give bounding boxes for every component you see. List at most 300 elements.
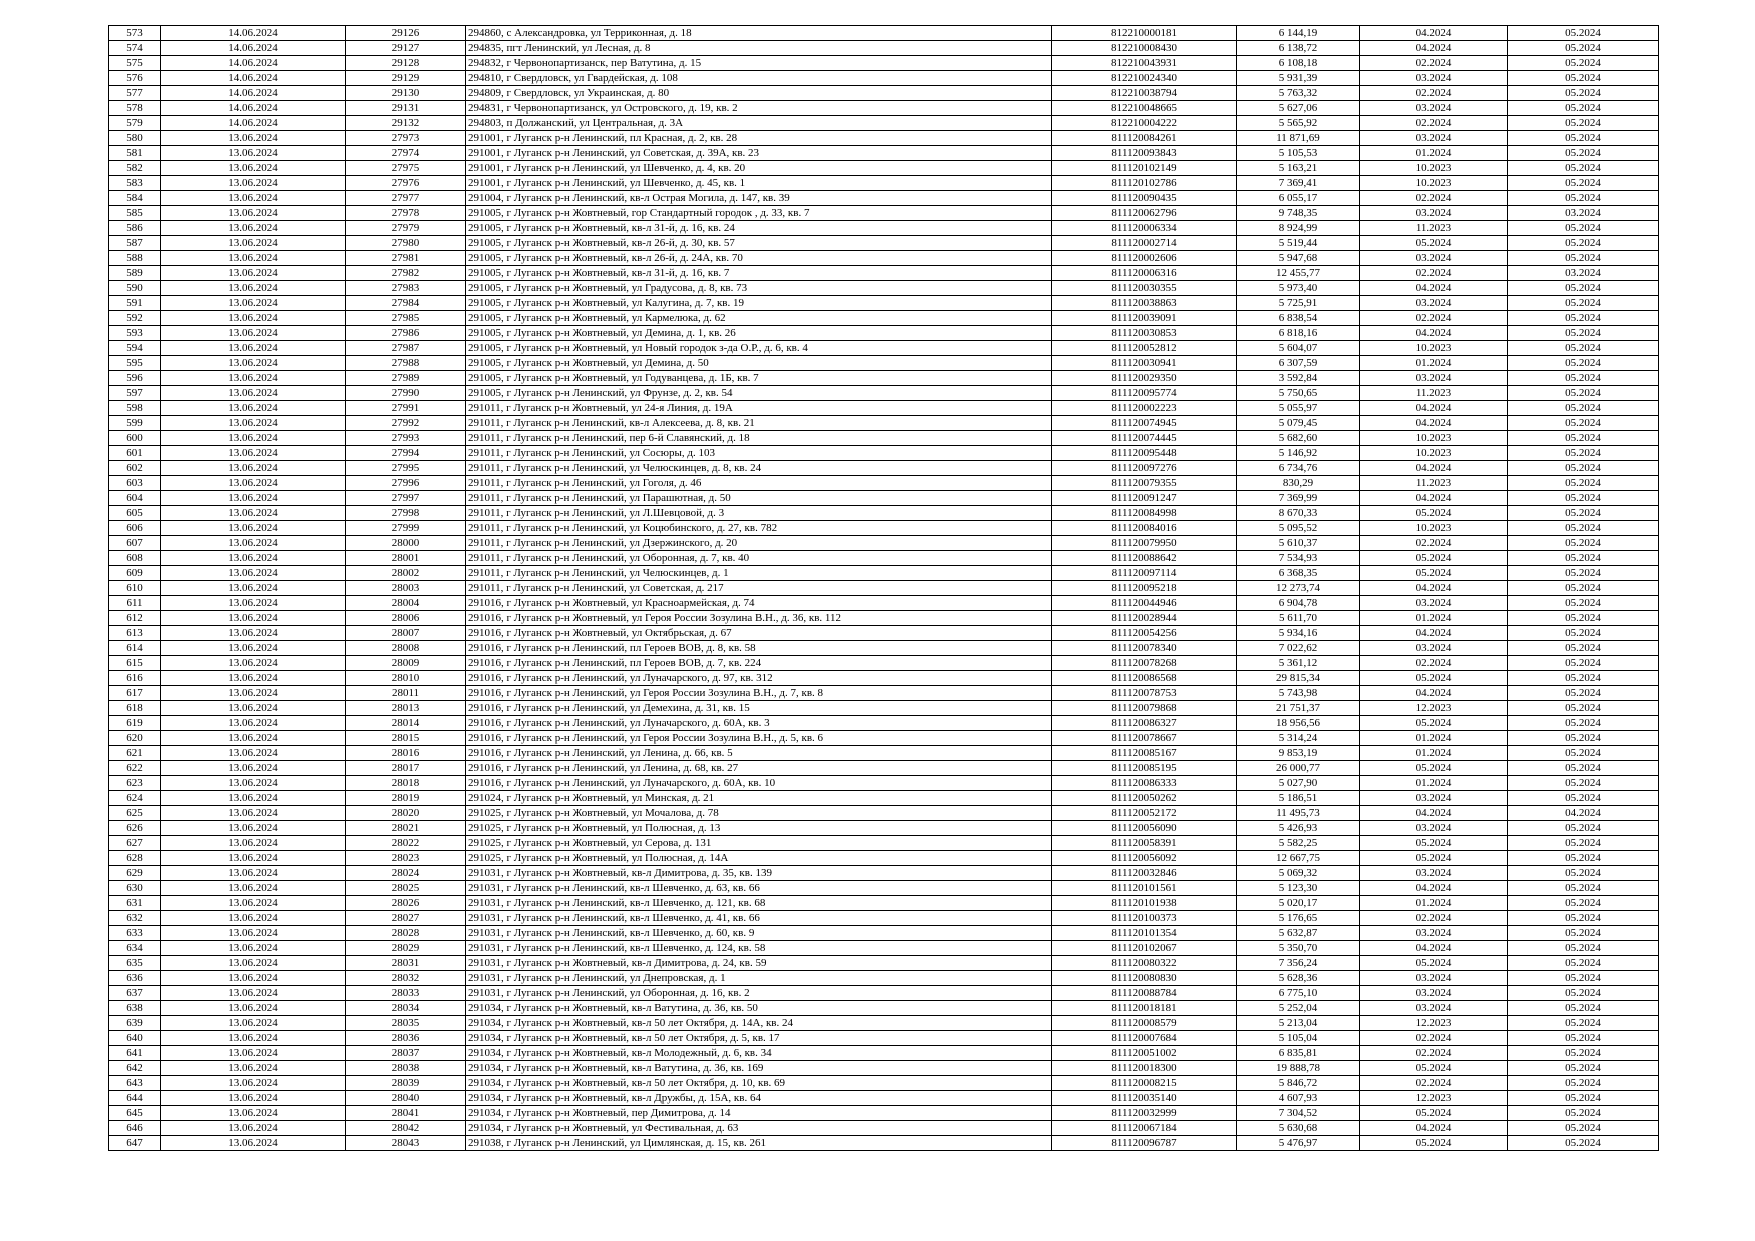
address-cell: 291011, г Луганск р-н Ленинский, ул Оборонная, д. 7, кв. 40: [466, 551, 1052, 566]
table-row: [109, 761, 1659, 776]
address-cell: 291011, г Луганск р-н Ленинский, ул Челюскинцев, д. 8, кв. 24: [466, 461, 1052, 476]
period-to-cell: 05.2024: [1508, 761, 1659, 776]
date-cell: 13.06.2024: [161, 416, 346, 431]
period-from-cell: 03.2024: [1360, 791, 1508, 806]
period-from-cell: 04.2024: [1360, 881, 1508, 896]
period-to-cell: 05.2024: [1508, 971, 1659, 986]
document-number-cell: 27979: [346, 221, 466, 236]
account-number-cell: 811120018300: [1052, 1061, 1237, 1076]
address-cell: 291005, г Луганск р-н Жовтневый, кв-л 31-й, д. 16, кв. 7: [466, 266, 1052, 281]
period-from-cell: 02.2024: [1360, 311, 1508, 326]
account-number-cell: 811120078753: [1052, 686, 1237, 701]
document-number-cell: 28033: [346, 986, 466, 1001]
period-to-cell: 05.2024: [1508, 341, 1659, 356]
document-number-cell: 27976: [346, 176, 466, 191]
period-to-cell: 04.2024: [1508, 806, 1659, 821]
account-number-cell: 811120086568: [1052, 671, 1237, 686]
period-to-cell: 05.2024: [1508, 476, 1659, 491]
date-cell: 13.06.2024: [161, 731, 346, 746]
amount-cell: 7 534,93: [1237, 551, 1360, 566]
amount-cell: 5 582,25: [1237, 836, 1360, 851]
period-from-cell: 03.2024: [1360, 296, 1508, 311]
document-number-cell: 28043: [346, 1136, 466, 1151]
address-cell: 291034, г Луганск р-н Жовтневый, кв-л Ватутина, д. 36, кв. 169: [466, 1061, 1052, 1076]
address-cell: 291024, г Луганск р-н Жовтневый, ул Минская, д. 21: [466, 791, 1052, 806]
row-number-cell: 621: [109, 746, 161, 761]
document-number-cell: 27996: [346, 476, 466, 491]
table-row: [109, 146, 1659, 161]
account-number-cell: 811120044946: [1052, 596, 1237, 611]
amount-cell: 5 519,44: [1237, 236, 1360, 251]
period-from-cell: 03.2024: [1360, 866, 1508, 881]
table-row: [109, 581, 1659, 596]
address-cell: 291031, г Луганск р-н Ленинский, кв-л Шевченко, д. 41, кв. 66: [466, 911, 1052, 926]
address-cell: 291031, г Луганск р-н Ленинский, кв-л Шевченко, д. 63, кв. 66: [466, 881, 1052, 896]
period-to-cell: 05.2024: [1508, 356, 1659, 371]
period-from-cell: 03.2024: [1360, 371, 1508, 386]
date-cell: 13.06.2024: [161, 221, 346, 236]
date-cell: 13.06.2024: [161, 176, 346, 191]
document-number-cell: 28021: [346, 821, 466, 836]
date-cell: 13.06.2024: [161, 266, 346, 281]
row-number-cell: 634: [109, 941, 161, 956]
row-number-cell: 584: [109, 191, 161, 206]
document-number-cell: 28026: [346, 896, 466, 911]
account-number-cell: 812210038794: [1052, 86, 1237, 101]
address-cell: 291016, г Луганск р-н Ленинский, пл Героев ВОВ, д. 7, кв. 224: [466, 656, 1052, 671]
period-to-cell: 05.2024: [1508, 626, 1659, 641]
row-number-cell: 607: [109, 536, 161, 551]
amount-cell: 830,29: [1237, 476, 1360, 491]
document-number-cell: 28041: [346, 1106, 466, 1121]
table-row: [109, 206, 1659, 221]
document-number-cell: 28009: [346, 656, 466, 671]
document-number-cell: 28006: [346, 611, 466, 626]
period-to-cell: 05.2024: [1508, 1106, 1659, 1121]
period-to-cell: 05.2024: [1508, 416, 1659, 431]
date-cell: 13.06.2024: [161, 491, 346, 506]
amount-cell: 12 273,74: [1237, 581, 1360, 596]
address-cell: 291005, г Луганск р-н Жовтневый, кв-л 26-й, д. 24А, кв. 70: [466, 251, 1052, 266]
account-number-cell: 811120029350: [1052, 371, 1237, 386]
amount-cell: 5 743,98: [1237, 686, 1360, 701]
period-from-cell: 03.2024: [1360, 596, 1508, 611]
row-number-cell: 583: [109, 176, 161, 191]
period-to-cell: 05.2024: [1508, 1001, 1659, 1016]
period-from-cell: 03.2024: [1360, 131, 1508, 146]
row-number-cell: 630: [109, 881, 161, 896]
row-number-cell: 587: [109, 236, 161, 251]
amount-cell: 5 361,12: [1237, 656, 1360, 671]
table-row: [109, 596, 1659, 611]
address-cell: 291016, г Луганск р-н Ленинский, ул Героя России Зозулина В.Н., д. 5, кв. 6: [466, 731, 1052, 746]
document-number-cell: 27974: [346, 146, 466, 161]
period-to-cell: 05.2024: [1508, 461, 1659, 476]
table-row: [109, 836, 1659, 851]
date-cell: 13.06.2024: [161, 476, 346, 491]
row-number-cell: 582: [109, 161, 161, 176]
document-number-cell: 27982: [346, 266, 466, 281]
table-row: [109, 356, 1659, 371]
document-number-cell: 27994: [346, 446, 466, 461]
row-number-cell: 580: [109, 131, 161, 146]
address-cell: 291016, г Луганск р-н Ленинский, ул Луначарского, д. 60А, кв. 10: [466, 776, 1052, 791]
row-number-cell: 612: [109, 611, 161, 626]
period-to-cell: 05.2024: [1508, 686, 1659, 701]
date-cell: 13.06.2024: [161, 461, 346, 476]
date-cell: 13.06.2024: [161, 776, 346, 791]
address-cell: 291031, г Луганск р-н Ленинский, кв-л Шевченко, д. 121, кв. 68: [466, 896, 1052, 911]
document-number-cell: 27978: [346, 206, 466, 221]
period-to-cell: 05.2024: [1508, 26, 1659, 41]
amount-cell: 7 369,99: [1237, 491, 1360, 506]
period-to-cell: 05.2024: [1508, 101, 1659, 116]
address-cell: 291004, г Луганск р-н Ленинский, кв-л Острая Могила, д. 147, кв. 39: [466, 191, 1052, 206]
date-cell: 13.06.2024: [161, 356, 346, 371]
period-from-cell: 02.2024: [1360, 911, 1508, 926]
period-from-cell: 01.2024: [1360, 356, 1508, 371]
account-number-cell: 811120086333: [1052, 776, 1237, 791]
date-cell: 13.06.2024: [161, 281, 346, 296]
date-cell: 13.06.2024: [161, 941, 346, 956]
document-number-cell: 28020: [346, 806, 466, 821]
period-from-cell: 05.2024: [1360, 1106, 1508, 1121]
amount-cell: 7 022,62: [1237, 641, 1360, 656]
document-number-cell: 28038: [346, 1061, 466, 1076]
address-cell: 291005, г Луганск р-н Ленинский, ул Фрунзе, д. 2, кв. 54: [466, 386, 1052, 401]
date-cell: 13.06.2024: [161, 386, 346, 401]
document-number-cell: 28037: [346, 1046, 466, 1061]
period-from-cell: 02.2024: [1360, 56, 1508, 71]
row-number-cell: 639: [109, 1016, 161, 1031]
period-to-cell: 05.2024: [1508, 926, 1659, 941]
document-number-cell: 28001: [346, 551, 466, 566]
account-number-cell: 811120030941: [1052, 356, 1237, 371]
period-from-cell: 05.2024: [1360, 851, 1508, 866]
period-to-cell: 05.2024: [1508, 146, 1659, 161]
table-row: [109, 746, 1659, 761]
document-number-cell: 27985: [346, 311, 466, 326]
table-row: [109, 431, 1659, 446]
document-number-cell: 28036: [346, 1031, 466, 1046]
document-number-cell: 28004: [346, 596, 466, 611]
table-row: [109, 776, 1659, 791]
amount-cell: 5 105,04: [1237, 1031, 1360, 1046]
document-number-cell: 27992: [346, 416, 466, 431]
account-number-cell: 811120052172: [1052, 806, 1237, 821]
period-to-cell: 05.2024: [1508, 1136, 1659, 1151]
period-to-cell: 05.2024: [1508, 131, 1659, 146]
date-cell: 13.06.2024: [161, 206, 346, 221]
address-cell: 291005, г Луганск р-н Жовтневый, гор Стандартный городок , д. 33, кв. 7: [466, 206, 1052, 221]
date-cell: 13.06.2024: [161, 536, 346, 551]
document-number-cell: 27990: [346, 386, 466, 401]
period-from-cell: 01.2024: [1360, 746, 1508, 761]
date-cell: 13.06.2024: [161, 506, 346, 521]
period-from-cell: 10.2023: [1360, 521, 1508, 536]
table-row: [109, 386, 1659, 401]
row-number-cell: 643: [109, 1076, 161, 1091]
amount-cell: 8 670,33: [1237, 506, 1360, 521]
address-cell: 291001, г Луганск р-н Ленинский, ул Шевченко, д. 45, кв. 1: [466, 176, 1052, 191]
address-cell: 291031, г Луганск р-н Ленинский, ул Днепровская, д. 1: [466, 971, 1052, 986]
row-number-cell: 600: [109, 431, 161, 446]
period-from-cell: 05.2024: [1360, 1136, 1508, 1151]
row-number-cell: 604: [109, 491, 161, 506]
account-number-cell: 811120050262: [1052, 791, 1237, 806]
account-number-cell: 811120039091: [1052, 311, 1237, 326]
account-number-cell: 811120097114: [1052, 566, 1237, 581]
date-cell: 13.06.2024: [161, 986, 346, 1001]
period-from-cell: 05.2024: [1360, 956, 1508, 971]
period-to-cell: 05.2024: [1508, 1121, 1659, 1136]
document-number-cell: 29128: [346, 56, 466, 71]
table-row: [109, 626, 1659, 641]
period-to-cell: 05.2024: [1508, 881, 1659, 896]
period-to-cell: 05.2024: [1508, 566, 1659, 581]
account-number-cell: 811120101354: [1052, 926, 1237, 941]
amount-cell: 5 252,04: [1237, 1001, 1360, 1016]
amount-cell: 5 186,51: [1237, 791, 1360, 806]
period-from-cell: 03.2024: [1360, 926, 1508, 941]
table-row: [109, 461, 1659, 476]
address-cell: 294831, г Червонопартизанск, ул Островского, д. 19, кв. 2: [466, 101, 1052, 116]
address-cell: 291031, г Луганск р-н Жовтневый, кв-л Димитрова, д. 35, кв. 139: [466, 866, 1052, 881]
amount-cell: 12 455,77: [1237, 266, 1360, 281]
period-to-cell: 05.2024: [1508, 866, 1659, 881]
address-cell: 291005, г Луганск р-н Жовтневый, ул Демина, д. 1, кв. 26: [466, 326, 1052, 341]
date-cell: 14.06.2024: [161, 71, 346, 86]
address-cell: 291034, г Луганск р-н Жовтневый, кв-л 50 лет Октября, д. 5, кв. 17: [466, 1031, 1052, 1046]
period-from-cell: 05.2024: [1360, 506, 1508, 521]
period-from-cell: 05.2024: [1360, 836, 1508, 851]
account-number-cell: 811120051002: [1052, 1046, 1237, 1061]
amount-cell: 18 956,56: [1237, 716, 1360, 731]
period-from-cell: 04.2024: [1360, 581, 1508, 596]
address-cell: 291005, г Луганск р-н Жовтневый, ул Калугина, д. 7, кв. 19: [466, 296, 1052, 311]
account-number-cell: 811120090435: [1052, 191, 1237, 206]
table-row: [109, 176, 1659, 191]
amount-cell: 9 748,35: [1237, 206, 1360, 221]
amount-cell: 5 610,37: [1237, 536, 1360, 551]
address-cell: 291016, г Луганск р-н Ленинский, ул Луначарского, д. 97, кв. 312: [466, 671, 1052, 686]
account-number-cell: 811120095218: [1052, 581, 1237, 596]
account-number-cell: 812210048665: [1052, 101, 1237, 116]
period-from-cell: 01.2024: [1360, 776, 1508, 791]
period-to-cell: 03.2024: [1508, 266, 1659, 281]
account-number-cell: 811120100373: [1052, 911, 1237, 926]
address-cell: 291005, г Луганск р-н Жовтневый, ул Демина, д. 50: [466, 356, 1052, 371]
amount-cell: 5 426,93: [1237, 821, 1360, 836]
period-from-cell: 03.2024: [1360, 821, 1508, 836]
amount-cell: 5 934,16: [1237, 626, 1360, 641]
table-row: [109, 71, 1659, 86]
period-to-cell: 05.2024: [1508, 1031, 1659, 1046]
account-number-cell: 811120101561: [1052, 881, 1237, 896]
account-number-cell: 811120095448: [1052, 446, 1237, 461]
address-cell: 291031, г Луганск р-н Ленинский, кв-л Шевченко, д. 60, кв. 9: [466, 926, 1052, 941]
table-row: [109, 671, 1659, 686]
row-number-cell: 614: [109, 641, 161, 656]
row-number-cell: 590: [109, 281, 161, 296]
address-cell: 291005, г Луганск р-н Жовтневый, ул Градусова, д. 8, кв. 73: [466, 281, 1052, 296]
period-from-cell: 04.2024: [1360, 1121, 1508, 1136]
row-number-cell: 608: [109, 551, 161, 566]
row-number-cell: 575: [109, 56, 161, 71]
period-to-cell: 05.2024: [1508, 116, 1659, 131]
account-number-cell: 811120085195: [1052, 761, 1237, 776]
date-cell: 13.06.2024: [161, 686, 346, 701]
document-number-cell: 28002: [346, 566, 466, 581]
period-to-cell: 05.2024: [1508, 986, 1659, 1001]
document-number-cell: 27973: [346, 131, 466, 146]
table-row: [109, 701, 1659, 716]
table-row: [109, 1016, 1659, 1031]
row-number-cell: 577: [109, 86, 161, 101]
row-number-cell: 635: [109, 956, 161, 971]
amount-cell: 5 146,92: [1237, 446, 1360, 461]
amount-cell: 5 476,97: [1237, 1136, 1360, 1151]
row-number-cell: 602: [109, 461, 161, 476]
amount-cell: 5 105,53: [1237, 146, 1360, 161]
table-row: [109, 131, 1659, 146]
period-to-cell: 05.2024: [1508, 746, 1659, 761]
table-row: [109, 866, 1659, 881]
table-row: [109, 926, 1659, 941]
account-number-cell: 811120080830: [1052, 971, 1237, 986]
document-number-cell: 28031: [346, 956, 466, 971]
amount-cell: 5 682,60: [1237, 431, 1360, 446]
address-cell: 291005, г Луганск р-н Жовтневый, кв-л 26-й, д. 30, кв. 57: [466, 236, 1052, 251]
period-from-cell: 04.2024: [1360, 461, 1508, 476]
date-cell: 13.06.2024: [161, 716, 346, 731]
period-to-cell: 05.2024: [1508, 41, 1659, 56]
address-cell: 291034, г Луганск р-н Жовтневый, кв-л Ватутина, д. 36, кв. 50: [466, 1001, 1052, 1016]
amount-cell: 5 176,65: [1237, 911, 1360, 926]
period-from-cell: 10.2023: [1360, 161, 1508, 176]
address-cell: 291016, г Луганск р-н Жовтневый, ул Героя России Зозулина В.Н., д. 36, кв. 112: [466, 611, 1052, 626]
period-to-cell: 05.2024: [1508, 851, 1659, 866]
document-number-cell: 28011: [346, 686, 466, 701]
amount-cell: 6 734,76: [1237, 461, 1360, 476]
address-cell: 291011, г Луганск р-н Ленинский, ул Советская, д. 217: [466, 581, 1052, 596]
row-number-cell: 591: [109, 296, 161, 311]
date-cell: 13.06.2024: [161, 446, 346, 461]
period-from-cell: 05.2024: [1360, 716, 1508, 731]
account-number-cell: 811120084016: [1052, 521, 1237, 536]
table-row: [109, 1106, 1659, 1121]
table-row: [109, 806, 1659, 821]
account-number-cell: 811120054256: [1052, 626, 1237, 641]
amount-cell: 5 947,68: [1237, 251, 1360, 266]
account-number-cell: 811120102067: [1052, 941, 1237, 956]
period-from-cell: 05.2024: [1360, 761, 1508, 776]
document-number-cell: 28040: [346, 1091, 466, 1106]
period-to-cell: 05.2024: [1508, 1061, 1659, 1076]
table-row: [109, 26, 1659, 41]
period-to-cell: 05.2024: [1508, 776, 1659, 791]
period-from-cell: 04.2024: [1360, 491, 1508, 506]
amount-cell: 5 627,06: [1237, 101, 1360, 116]
period-to-cell: 05.2024: [1508, 221, 1659, 236]
date-cell: 13.06.2024: [161, 1046, 346, 1061]
account-number-cell: 811120030853: [1052, 326, 1237, 341]
period-to-cell: 05.2024: [1508, 641, 1659, 656]
table-row: [109, 221, 1659, 236]
amount-cell: 6 835,81: [1237, 1046, 1360, 1061]
table-row: [109, 956, 1659, 971]
period-from-cell: 10.2023: [1360, 446, 1508, 461]
address-cell: 291001, г Луганск р-н Ленинский, ул Шевченко, д. 4, кв. 20: [466, 161, 1052, 176]
amount-cell: 5 079,45: [1237, 416, 1360, 431]
period-from-cell: 03.2024: [1360, 641, 1508, 656]
period-from-cell: 04.2024: [1360, 326, 1508, 341]
account-number-cell: 811120008215: [1052, 1076, 1237, 1091]
period-to-cell: 05.2024: [1508, 716, 1659, 731]
period-from-cell: 05.2024: [1360, 551, 1508, 566]
row-number-cell: 647: [109, 1136, 161, 1151]
row-number-cell: 638: [109, 1001, 161, 1016]
amount-cell: 5 350,70: [1237, 941, 1360, 956]
period-to-cell: 05.2024: [1508, 1091, 1659, 1106]
date-cell: 13.06.2024: [161, 236, 346, 251]
address-cell: 291011, г Луганск р-н Ленинский, ул Парашютная, д. 50: [466, 491, 1052, 506]
address-cell: 291016, г Луганск р-н Ленинский, ул Героя России Зозулина В.Н., д. 7, кв. 8: [466, 686, 1052, 701]
row-number-cell: 646: [109, 1121, 161, 1136]
period-to-cell: 05.2024: [1508, 611, 1659, 626]
table-row: [109, 821, 1659, 836]
row-number-cell: 579: [109, 116, 161, 131]
account-number-cell: 811120007684: [1052, 1031, 1237, 1046]
date-cell: 13.06.2024: [161, 836, 346, 851]
document-number-cell: 28003: [346, 581, 466, 596]
amount-cell: 5 163,21: [1237, 161, 1360, 176]
account-number-cell: 811120101938: [1052, 896, 1237, 911]
period-to-cell: 05.2024: [1508, 371, 1659, 386]
date-cell: 13.06.2024: [161, 521, 346, 536]
period-to-cell: 05.2024: [1508, 236, 1659, 251]
amount-cell: 21 751,37: [1237, 701, 1360, 716]
date-cell: 14.06.2024: [161, 56, 346, 71]
period-to-cell: 05.2024: [1508, 56, 1659, 71]
date-cell: 13.06.2024: [161, 671, 346, 686]
period-to-cell: 05.2024: [1508, 1076, 1659, 1091]
table-row: [109, 1061, 1659, 1076]
table-row: [109, 731, 1659, 746]
account-number-cell: 811120035140: [1052, 1091, 1237, 1106]
document-number-cell: 27991: [346, 401, 466, 416]
period-from-cell: 04.2024: [1360, 941, 1508, 956]
account-number-cell: 811120074445: [1052, 431, 1237, 446]
document-number-cell: 27986: [346, 326, 466, 341]
row-number-cell: 588: [109, 251, 161, 266]
account-number-cell: 812210004222: [1052, 116, 1237, 131]
document-number-cell: 29132: [346, 116, 466, 131]
date-cell: 13.06.2024: [161, 566, 346, 581]
account-number-cell: 811120096787: [1052, 1136, 1237, 1151]
document-number-cell: 29129: [346, 71, 466, 86]
amount-cell: 5 725,91: [1237, 296, 1360, 311]
address-cell: 291005, г Луганск р-н Жовтневый, ул Новый городок з-да О.Р., д. 6, кв. 4: [466, 341, 1052, 356]
document-number-cell: 28027: [346, 911, 466, 926]
row-number-cell: 644: [109, 1091, 161, 1106]
period-to-cell: 05.2024: [1508, 941, 1659, 956]
period-to-cell: 05.2024: [1508, 1016, 1659, 1031]
document-number-cell: 27993: [346, 431, 466, 446]
document-number-cell: 28014: [346, 716, 466, 731]
address-cell: 291011, г Луганск р-н Ленинский, ул Сосюры, д. 103: [466, 446, 1052, 461]
date-cell: 13.06.2024: [161, 581, 346, 596]
